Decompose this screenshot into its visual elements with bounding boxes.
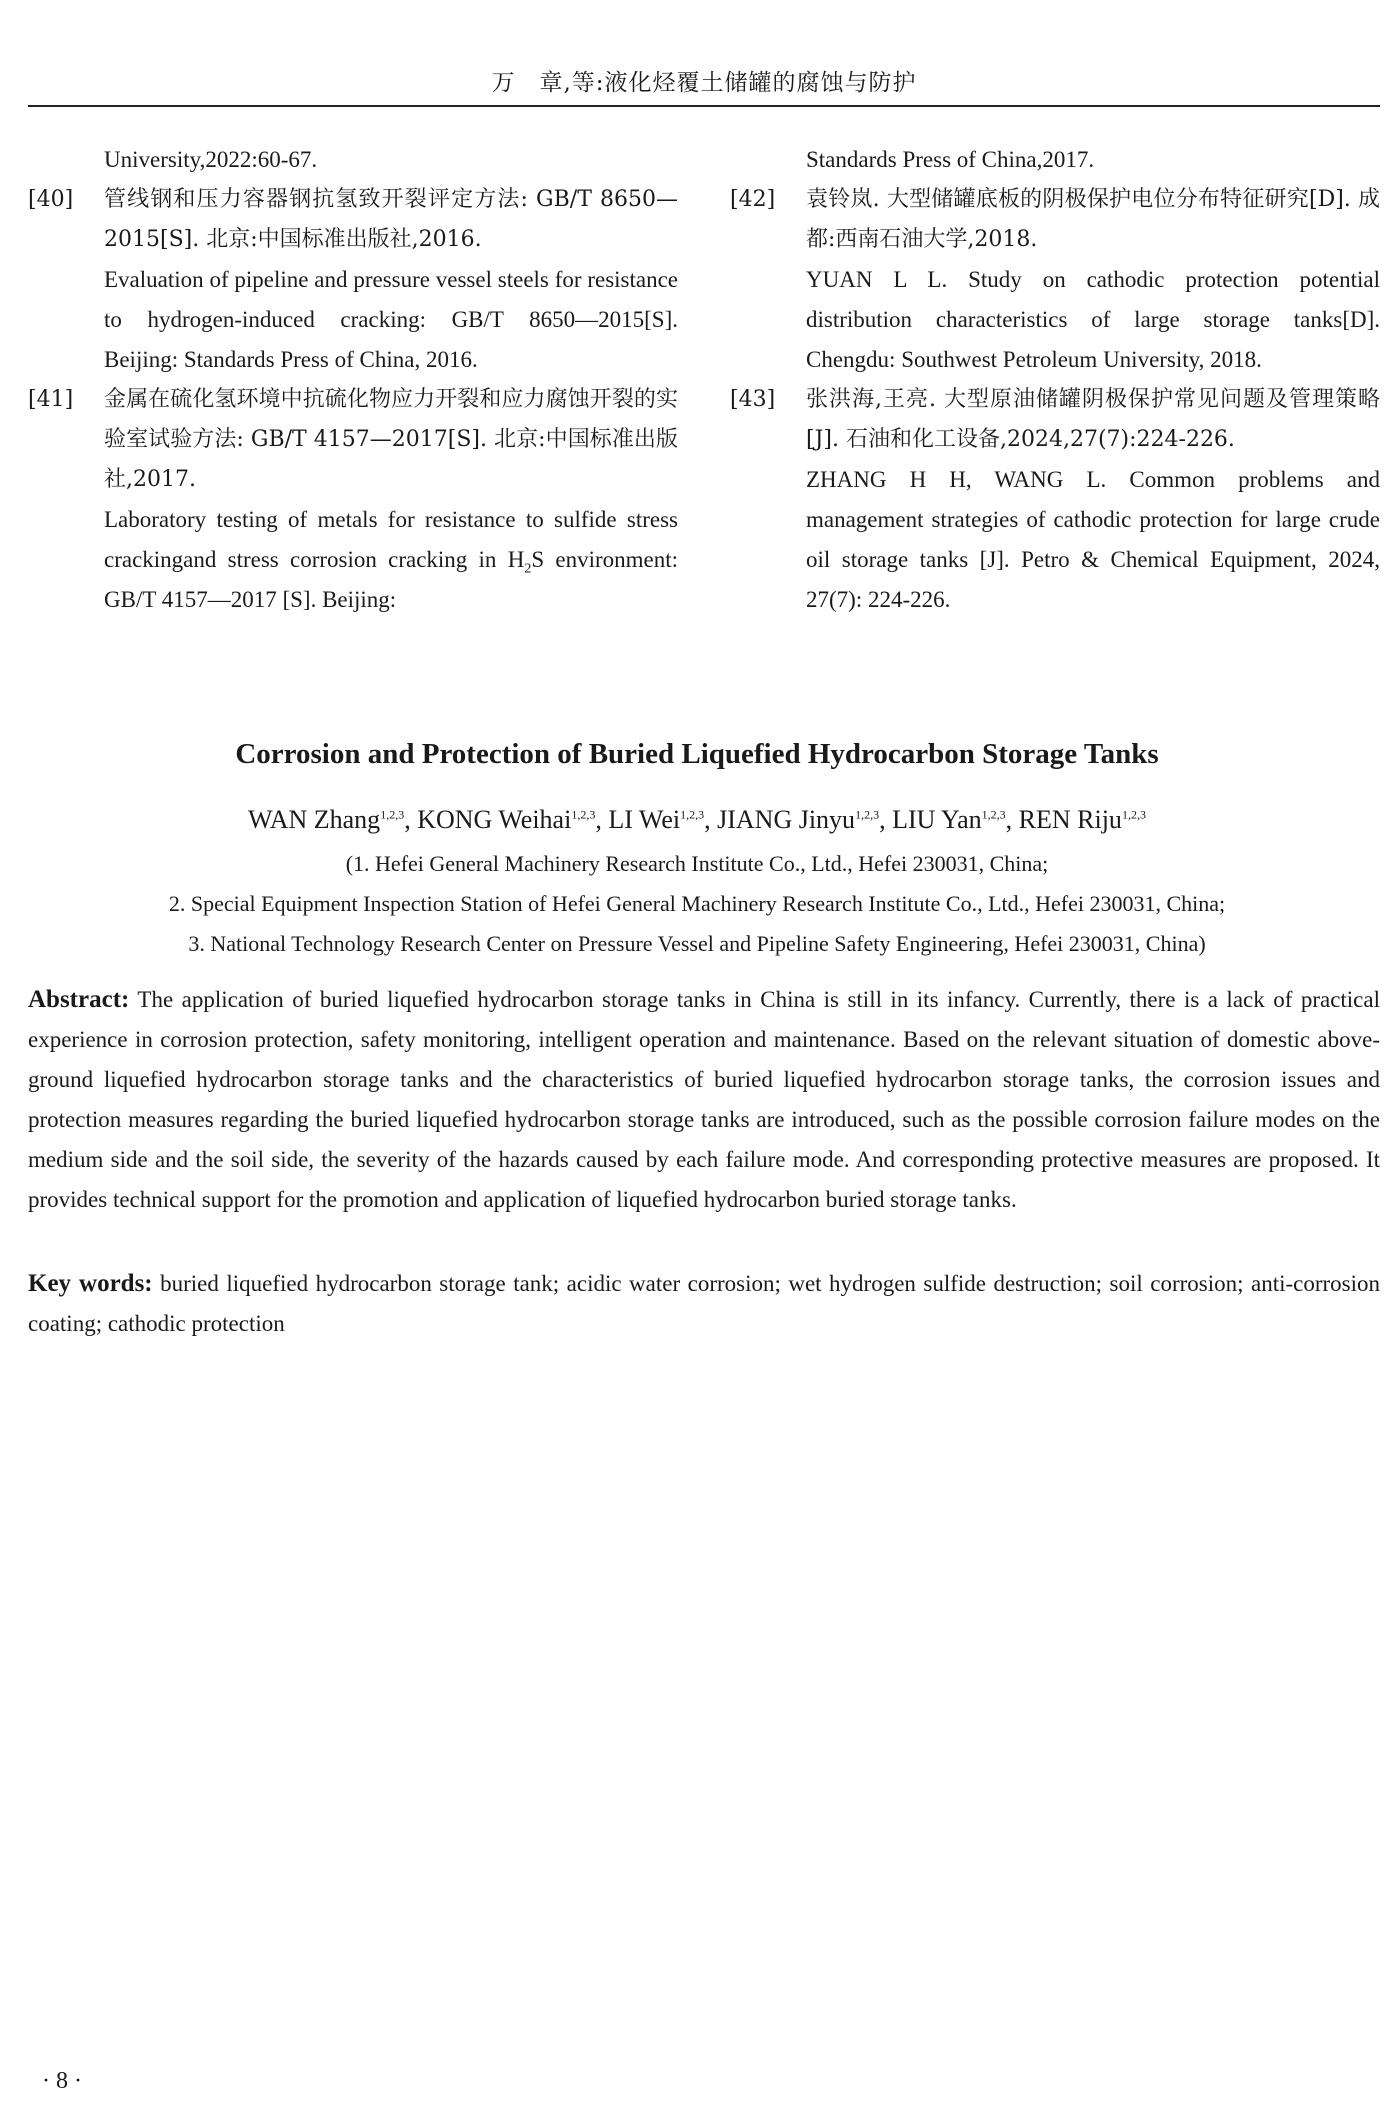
reference-chinese: 管线钢和压力容器钢抗氢致开裂评定方法: GB/T 8650—2015[S]. 北京:中国标准出版社,2016. [104, 187, 678, 252]
reference-41 [28, 380, 678, 620]
author-affiliation-mark: 1,2,3 [1121, 807, 1146, 822]
author-name: JIANG Jinyu [717, 805, 856, 834]
author-name: LI Wei [608, 805, 681, 834]
reference-english [104, 500, 678, 620]
reference-number: [40] [28, 187, 74, 212]
keywords-text: buried liquefied hydrocarbon storage tank; acidic water corrosion; wet hydrogen sulfide destruction; soil corrosion; anti-corrosion coating; cathodic protection [28, 1271, 1381, 1336]
reference-english: YUAN L L. Study on cathodic protection potential distribution characteristics of large storage tanks[D]. Chengdu: Southwest Petroleum University, 2018. [806, 267, 1380, 372]
keywords [28, 1264, 1380, 1344]
affiliation: 3. National Technology Research Center on Pressure Vessel and Pipeline Safety Engineering, Hefei 230031, China) [188, 931, 1206, 956]
reference-continuation: Standards Press of China,2017. [806, 147, 1095, 172]
reference-continuation: University,2022:60-67. [104, 147, 318, 172]
reference-english: ZHANG H H, WANG L. Common problems and management strategies of cathodic protection for large crude oil storage tanks [J]. Petro & Chemical Equipment, 2024, 27(7): 224-226. [806, 467, 1380, 612]
page-number: · 8 · [42, 2068, 82, 2094]
abstract [28, 980, 1380, 1220]
reference-40 [28, 180, 678, 380]
subscript: 2 [524, 561, 532, 577]
author-affiliation-mark: 1,2,3 [981, 807, 1006, 822]
reference-english-part: Laboratory testing of metals for resistance to sulfide stress crackingand stress corrosion cracking in H [104, 507, 678, 572]
keywords-label: Key words: [28, 1270, 153, 1297]
reference-42 [730, 180, 1380, 380]
references-right-column [730, 140, 1380, 620]
paper-title: Corrosion and Protection of Buried Liquefied Hydrocarbon Storage Tanks [235, 738, 1159, 770]
reference-number: [43] [730, 387, 776, 412]
reference-43 [730, 380, 1380, 620]
author-name: KONG Weihai [417, 805, 572, 834]
reference-number: [42] [730, 187, 776, 212]
reference-number: [41] [28, 387, 74, 412]
header-rule [28, 105, 1380, 107]
author-name: REN Riju [1018, 805, 1122, 834]
author-name: LIU Yan [892, 805, 982, 834]
author-list: WAN Zhang$^{1,2,3}$, KONG Weihai$^{1,2,3}$, LI Wei$^{1,2,3}$, JIANG Jinyu$^{1,2,3}$, LIU Yan$^{1,2,3}$, REN Riju$^{1,2,3}$ [248, 805, 1146, 834]
abstract-label: Abstract: [28, 986, 130, 1013]
author-affiliation-mark: 1,2,3 [855, 807, 880, 822]
reference-english-part: S environment: GB/T 4157—2017 [S]. Beijing: [104, 547, 678, 612]
author-affiliation-mark: 1,2,3 [380, 807, 405, 822]
reference-chinese: 张洪海,王亮. 大型原油储罐阴极保护常见问题及管理策略[J]. 石油和化工设备,2024,27(7):224-226. [806, 387, 1380, 452]
reference-chinese: 金属在硫化氢环境中抗硫化物应力开裂和应力腐蚀开裂的实验室试验方法: GB/T 4157—2017[S]. 北京:中国标准出版社,2017. [104, 387, 678, 492]
reference-chinese: 袁铃岚. 大型储罐底板的阴极保护电位分布特征研究[D]. 成都:西南石油大学,2018. [806, 187, 1380, 252]
affiliation: 2. Special Equipment Inspection Station of Hefei General Machinery Research Institute Co., Ltd., Hefei 230031, China; [168, 891, 1226, 916]
affiliation: (1. Hefei General Machinery Research Institute Co., Ltd., Hefei 230031, China; [345, 851, 1049, 876]
abstract-text: The application of buried liquefied hydrocarbon storage tanks in China is still in its infancy. Currently, there is a lack of practical experience in corrosion protection, safety monitoring, intelligent operation and maintenance. Based on the relevant situation of domestic above-ground liquefied hydrocarbon storage tanks and the characteristics of buried liquefied hydrocarbon storage tanks, the corrosion issues and protection measures regarding the buried liquefied hydrocarbon storage tanks are introduced, such as the possible corrosion failure modes on the medium side and the soil side, the severity of the hazards caused by each failure mode. And corresponding protective measures are proposed. It provides technical support for the promotion and application of liquefied hydrocarbon buried storage tanks. [28, 987, 1380, 1212]
author-affiliation-mark: 1,2,3 [571, 807, 596, 822]
author-affiliation-mark: 1,2,3 [680, 807, 705, 822]
running-header: 万 章,等:液化烃覆土储罐的腐蚀与防护 [491, 70, 917, 96]
references-left-column [28, 140, 678, 620]
author-name: WAN Zhang [248, 805, 381, 834]
reference-english: Evaluation of pipeline and pressure vessel steels for resistance to hydrogen-induced cracking: GB/T 8650—2015[S]. Beijing: Standards Press of China, 2016. [104, 267, 678, 372]
